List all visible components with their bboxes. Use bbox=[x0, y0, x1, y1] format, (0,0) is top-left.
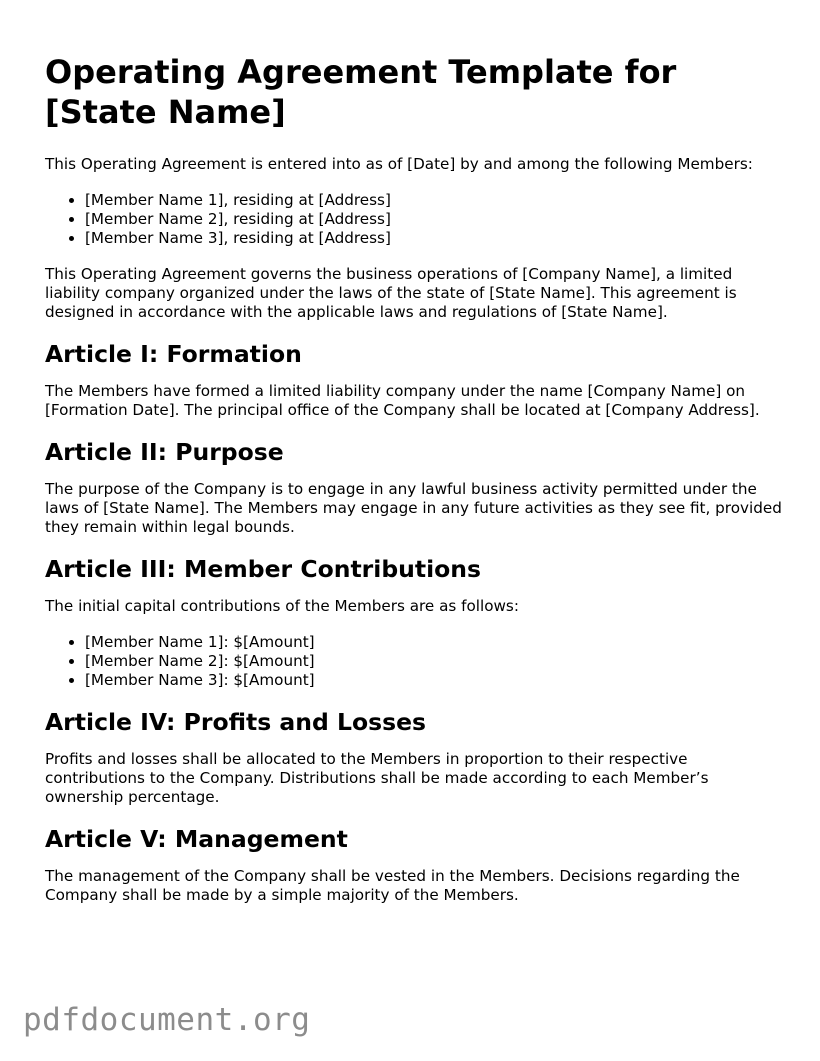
article-management bbox=[45, 824, 785, 905]
article-formation bbox=[45, 339, 785, 420]
intro-paragraph: This Operating Agreement is entered into as of [Date] by and among the following Members: bbox=[45, 155, 753, 173]
article-heading: Article II: Purpose bbox=[45, 438, 284, 466]
governs-paragraph: This Operating Agreement governs the business operations of [Company Name], a limited liability company organized under the laws of the state of [State Name]. This agreement is designed in accordance with the applicable laws and regulations of [State Name]. bbox=[45, 265, 737, 321]
document-page bbox=[45, 52, 785, 922]
article-heading: Article V: Management bbox=[45, 825, 348, 853]
list-item: • [Member Name 1]: $[Amount] bbox=[85, 633, 785, 652]
article-heading: Article IV: Profits and Losses bbox=[45, 708, 427, 736]
members-list bbox=[45, 191, 785, 248]
list-item: • [Member Name 3]: $[Amount] bbox=[85, 671, 785, 690]
list-item: • [Member Name 1], residing at [Address] bbox=[85, 191, 785, 210]
article-body: The Members have formed a limited liability company under the name [Company Name] on [Formation Date]. The principal office of the Company shall be located at [Company Address]. bbox=[45, 382, 760, 419]
article-profits-losses bbox=[45, 707, 785, 807]
article-body: The management of the Company shall be vested in the Members. Decisions regarding the Company shall be made by a simple majority of the Members. bbox=[45, 867, 740, 904]
article-heading: Article I: Formation bbox=[45, 340, 302, 368]
list-item: • [Member Name 3], residing at [Address] bbox=[85, 229, 785, 248]
article-heading: Article III: Member Contributions bbox=[45, 555, 482, 583]
article-purpose bbox=[45, 437, 785, 537]
document-title: Operating Agreement Template for [State Name] bbox=[45, 53, 677, 131]
contributions-list bbox=[45, 633, 785, 690]
list-item: • [Member Name 2]: $[Amount] bbox=[85, 652, 785, 671]
list-item: • [Member Name 2], residing at [Address] bbox=[85, 210, 785, 229]
watermark: pdfdocument.org bbox=[23, 1002, 311, 1038]
article-member-contributions bbox=[45, 554, 785, 690]
article-body: Profits and losses shall be allocated to the Members in proportion to their respective contributions to the Company. Distributions shall be made according to each Member’s ownership percentage. bbox=[45, 750, 709, 806]
article-body: The purpose of the Company is to engage in any lawful business activity permitted under the laws of [State Name]. The Members may engage in any future activities as they see fit, provided they remain within legal bounds. bbox=[45, 480, 782, 536]
article-body: The initial capital contributions of the Members are as follows: bbox=[45, 597, 519, 615]
